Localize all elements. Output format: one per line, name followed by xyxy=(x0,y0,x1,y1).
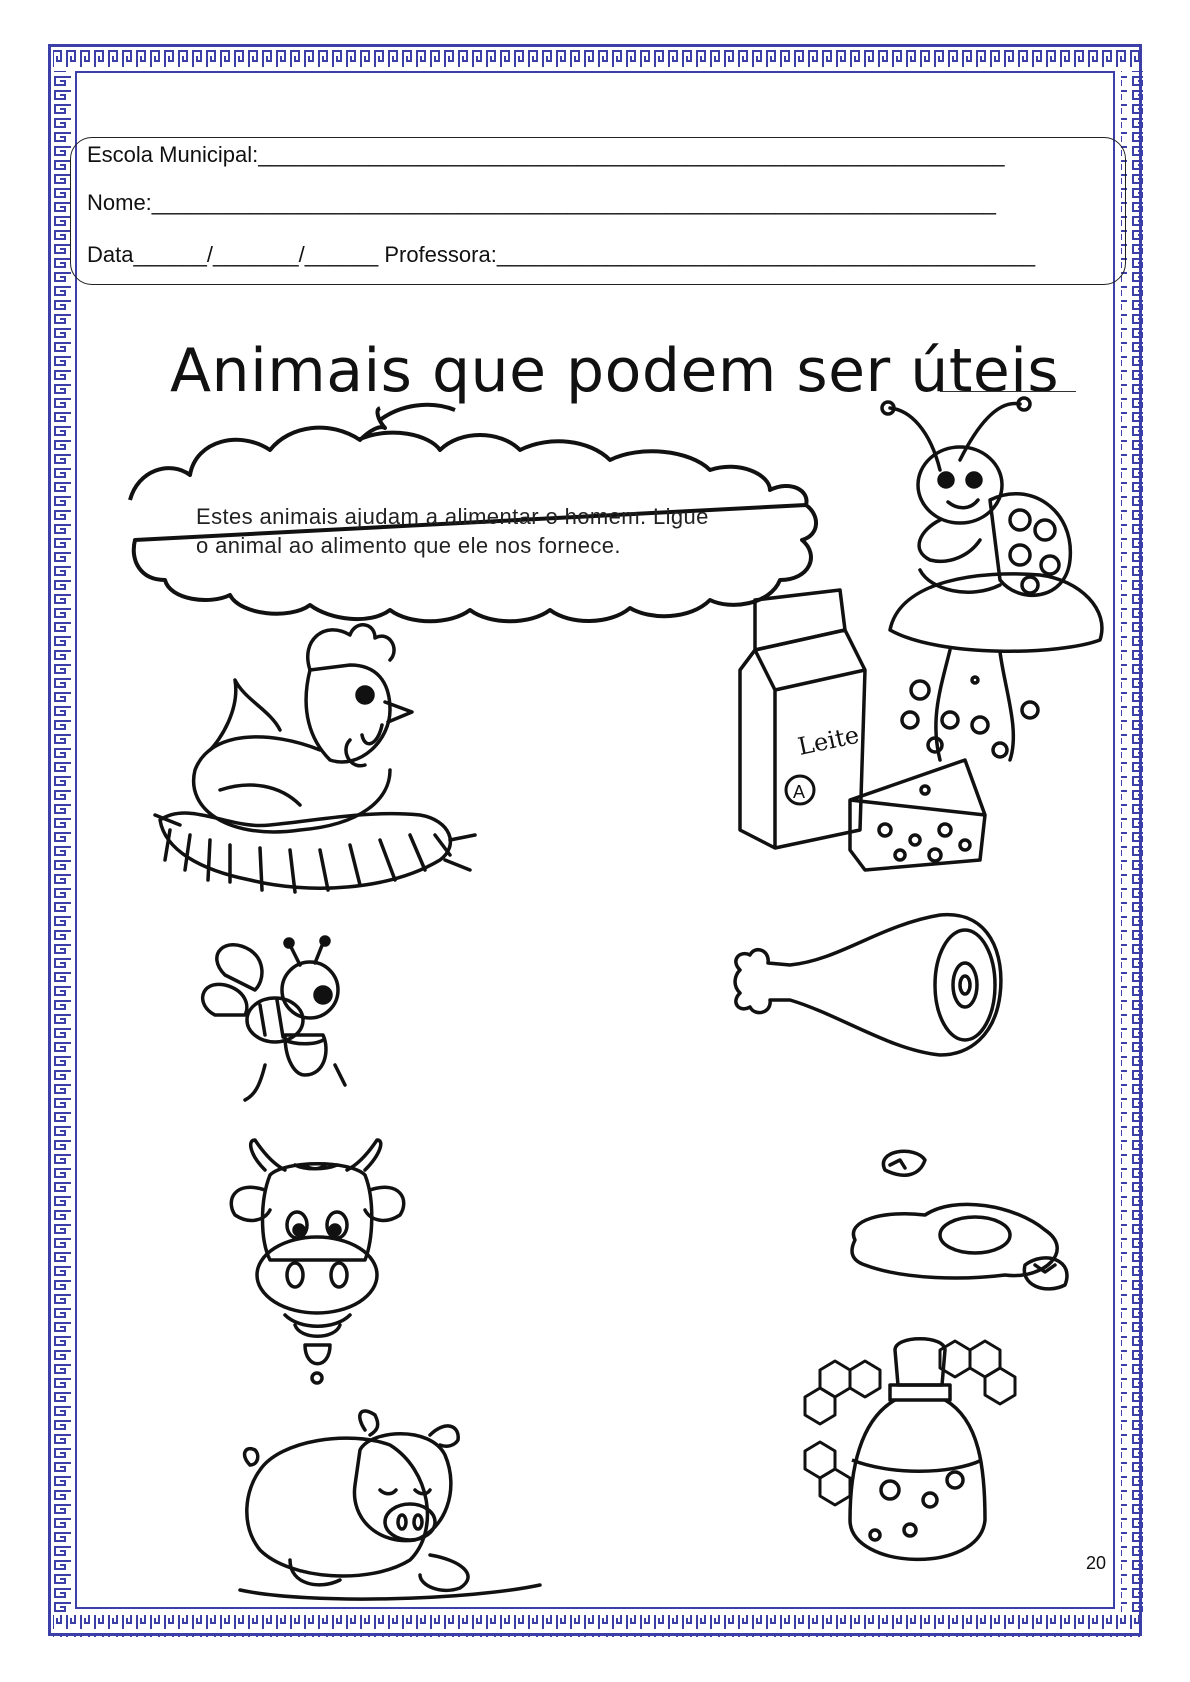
page-title: Animais que podem ser úteis xyxy=(170,336,1060,406)
school-field[interactable]: _____________________________________________________________ xyxy=(258,142,1005,167)
page-number: 20 xyxy=(1085,1553,1106,1573)
hen-icon[interactable] xyxy=(150,620,480,940)
instructions-line-1: Estes animais ajudam a alimentar o homem. Ligue xyxy=(196,504,709,529)
school-row xyxy=(87,142,1005,168)
name-field[interactable]: _____________________________________________________________________ xyxy=(151,190,997,215)
instructions-line-2: o animal ao alimento que ele nos fornece. xyxy=(196,533,621,558)
date-field[interactable]: ______/_______/______ xyxy=(133,242,379,267)
cheese-icon[interactable] xyxy=(845,760,995,870)
date-label: Data xyxy=(87,242,134,267)
milk-carton-badge: A xyxy=(793,782,806,802)
instructions-text xyxy=(196,502,709,560)
cow-icon[interactable] xyxy=(225,1140,425,1400)
student-info-box xyxy=(70,137,1126,285)
bee-icon[interactable] xyxy=(205,935,385,1115)
honey-jar-icon[interactable] xyxy=(800,1330,1030,1590)
teacher-label: Professora: xyxy=(384,242,497,267)
ham-leg-icon[interactable] xyxy=(730,905,1010,1065)
name-row xyxy=(87,190,996,216)
teacher-field[interactable]: ____________________________________________ xyxy=(496,242,1036,267)
school-label: Escola Municipal: xyxy=(87,142,259,167)
milk-carton-label: Leite xyxy=(795,720,862,761)
fried-egg-icon[interactable] xyxy=(845,1150,1075,1300)
pig-icon[interactable] xyxy=(230,1410,550,1610)
ladybug-on-mushroom-icon xyxy=(880,390,1080,800)
name-label: Nome: xyxy=(87,190,152,215)
date-teacher-row xyxy=(87,242,1035,268)
